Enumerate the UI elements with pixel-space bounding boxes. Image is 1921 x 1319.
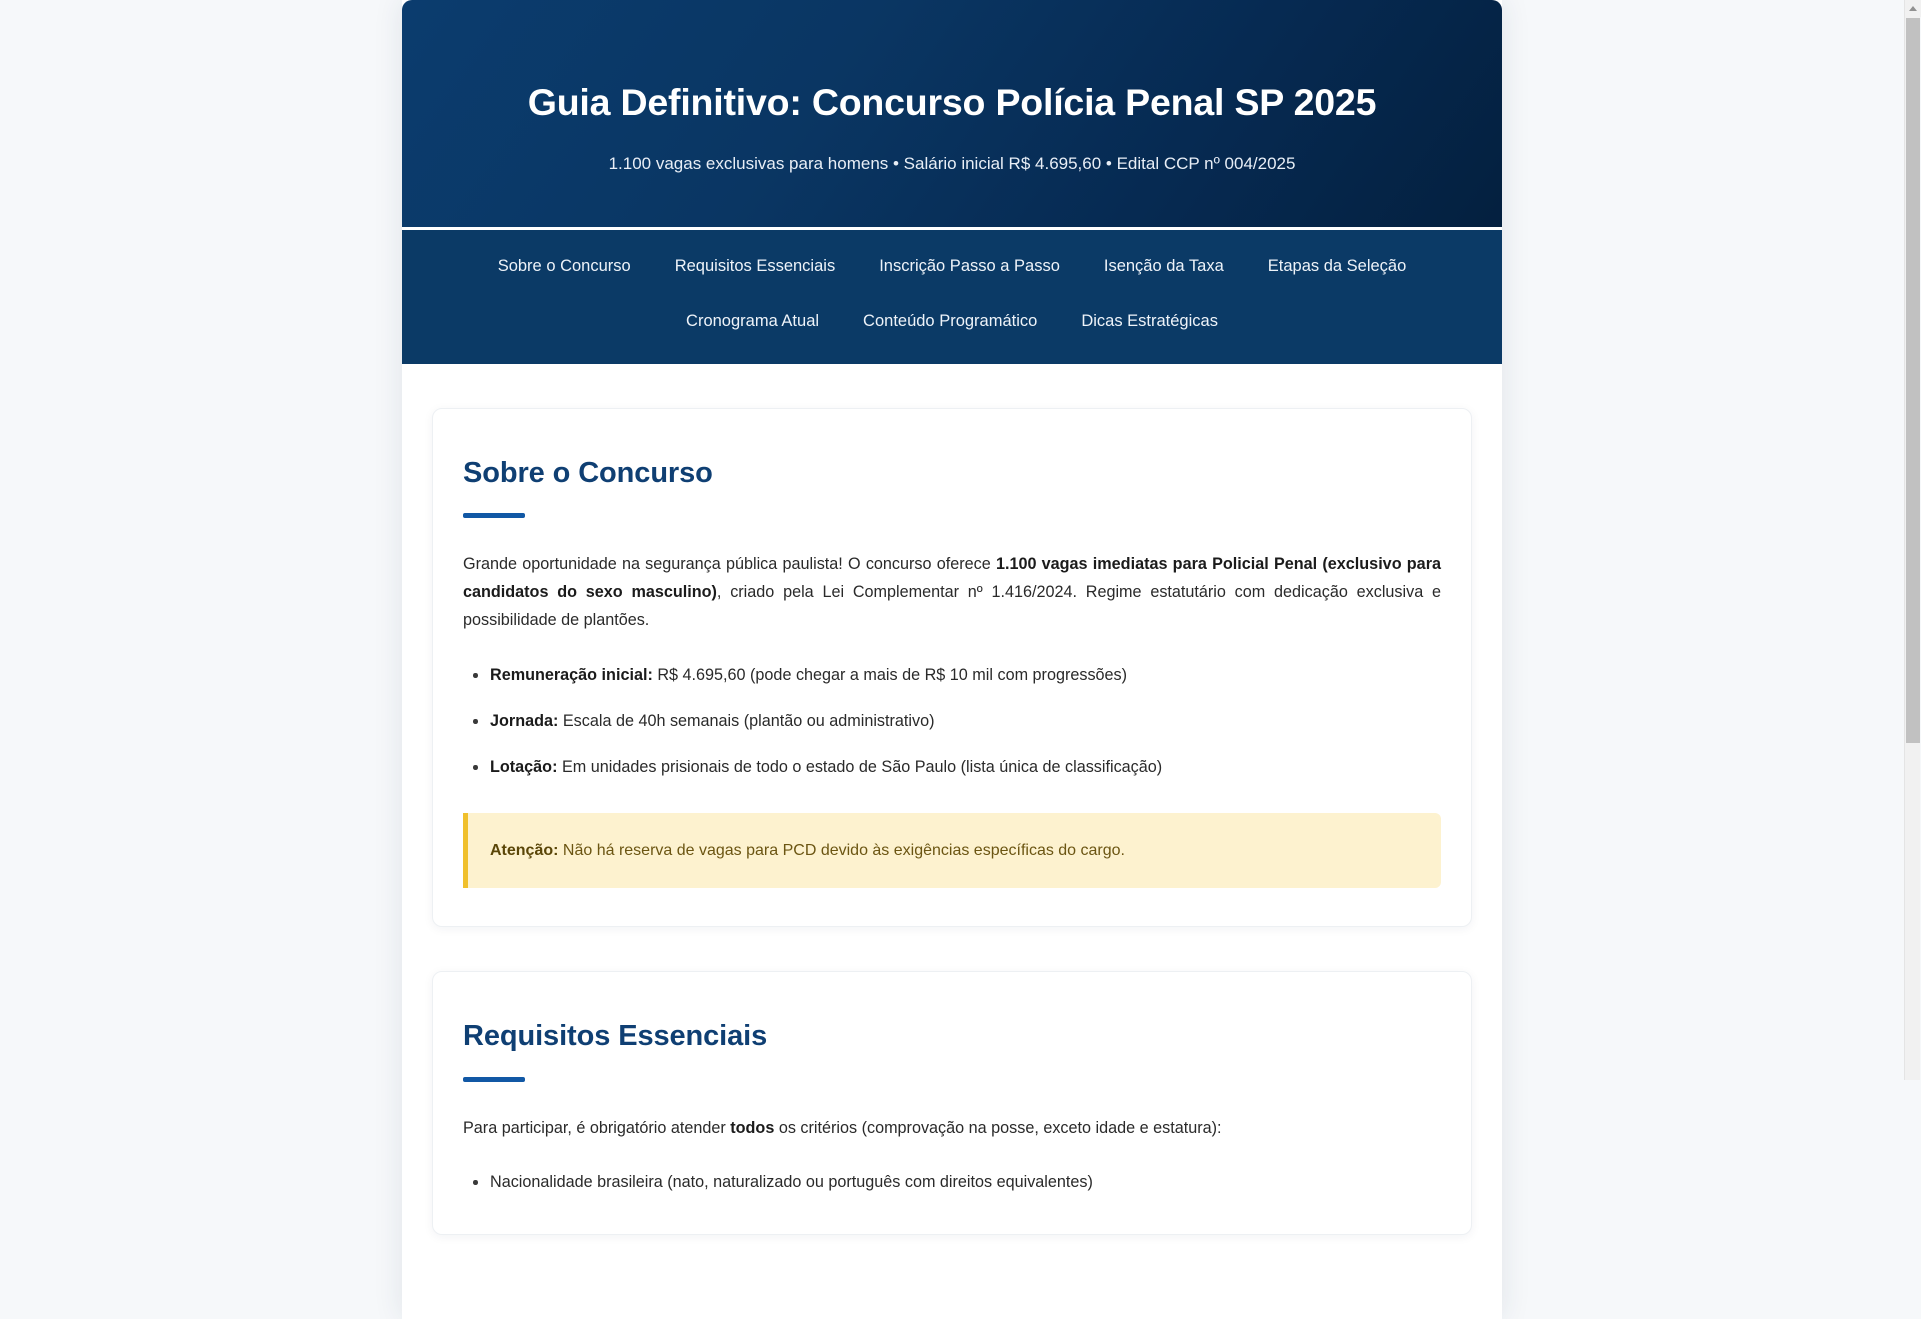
list-item: [487, 1169, 1441, 1195]
list-item: [487, 754, 1441, 780]
section-intro-paragraph: [463, 551, 1441, 635]
vertical-scrollbar[interactable]: [1904, 0, 1920, 1080]
list-item-text: Em unidades prisionais de todo o estado de São Paulo (lista única de classificação): [557, 758, 1163, 777]
nav-item-isencao-da-taxa[interactable]: Isenção da Taxa: [1103, 257, 1224, 275]
nav-item-conteudo-programatico[interactable]: Conteúdo Programático: [863, 312, 1038, 331]
section-card-sobre-o-concurso: [432, 408, 1472, 927]
intro-highlight-text: 1.100 vagas imediatas para Policial Penal (exclusivo para candidatos do sexo masculino): [463, 555, 1441, 602]
section-title: Sobre o Concurso: [463, 457, 713, 490]
nav-item-inscricao-passo-a-passo[interactable]: Inscrição Passo a Passo: [879, 257, 1060, 275]
nav-item-dicas-estrategicas[interactable]: Dicas Estratégicas: [1081, 312, 1218, 331]
intro-tail-text: os critérios (comprovação na posse, exceto idade e estatura):: [774, 1118, 1222, 1137]
main-content: [402, 364, 1502, 1318]
section-title-underline: [463, 1077, 525, 1082]
section-intro-paragraph: [463, 1115, 1441, 1143]
section-bullet-list: [463, 662, 1441, 781]
main-navigation: [402, 230, 1502, 364]
list-item-text: R$ 4.695,60 (pode chegar a mais de R$ 10 mil com progressões): [652, 666, 1128, 685]
intro-lead-text: Grande oportunidade na segurança pública paulista! O concurso oferece: [463, 555, 996, 574]
callout-text: Não há reserva de vagas para PCD devido às exigências específicas do cargo.: [558, 841, 1125, 859]
list-item-label: Jornada:: [490, 712, 559, 731]
callout-label: Atenção:: [490, 841, 559, 859]
nav-item-etapas-da-selecao[interactable]: Etapas da Seleção: [1267, 257, 1407, 275]
section-card-requisitos-essenciais: [432, 971, 1472, 1234]
list-item: [487, 708, 1441, 734]
list-item-text: Nacionalidade brasileira (nato, naturalizado ou português com direitos equivalentes): [490, 1173, 1093, 1192]
section-title-underline: [463, 513, 525, 518]
intro-tail-text: , criado pela Lei Complementar nº 1.416/2024. Regime estatutário com dedicação exclusiva e possibilidade de plantões.: [463, 583, 1441, 630]
page-title: Guia Definitivo: Concurso Polícia Penal SP 2025: [527, 81, 1377, 123]
list-item-label: Lotação:: [490, 758, 558, 777]
intro-highlight-text: todos: [730, 1118, 775, 1137]
page-container: [402, 0, 1502, 1319]
nav-item-sobre-o-concurso[interactable]: Sobre o Concurso: [497, 257, 631, 275]
list-item-label: Remuneração inicial:: [490, 666, 653, 685]
scrollbar-thumb[interactable]: [1906, 18, 1920, 743]
scroll-up-arrow-icon[interactable]: [1905, 0, 1921, 17]
section-title: Requisitos Essenciais: [463, 1020, 768, 1053]
intro-lead-text: Para participar, é obrigatório atender: [463, 1118, 731, 1137]
site-header: [402, 0, 1502, 227]
attention-callout: [463, 813, 1441, 889]
section-bullet-list: [463, 1169, 1441, 1195]
nav-item-cronograma-atual[interactable]: Cronograma Atual: [686, 312, 820, 331]
list-item-text: Escala de 40h semanais (plantão ou administrativo): [558, 712, 935, 731]
nav-item-requisitos-essenciais[interactable]: Requisitos Essenciais: [674, 257, 836, 275]
list-item: [487, 662, 1441, 688]
page-subtitle: 1.100 vagas exclusivas para homens • Salário inicial R$ 4.695,60 • Edital CCP nº 004/2025: [608, 154, 1296, 173]
